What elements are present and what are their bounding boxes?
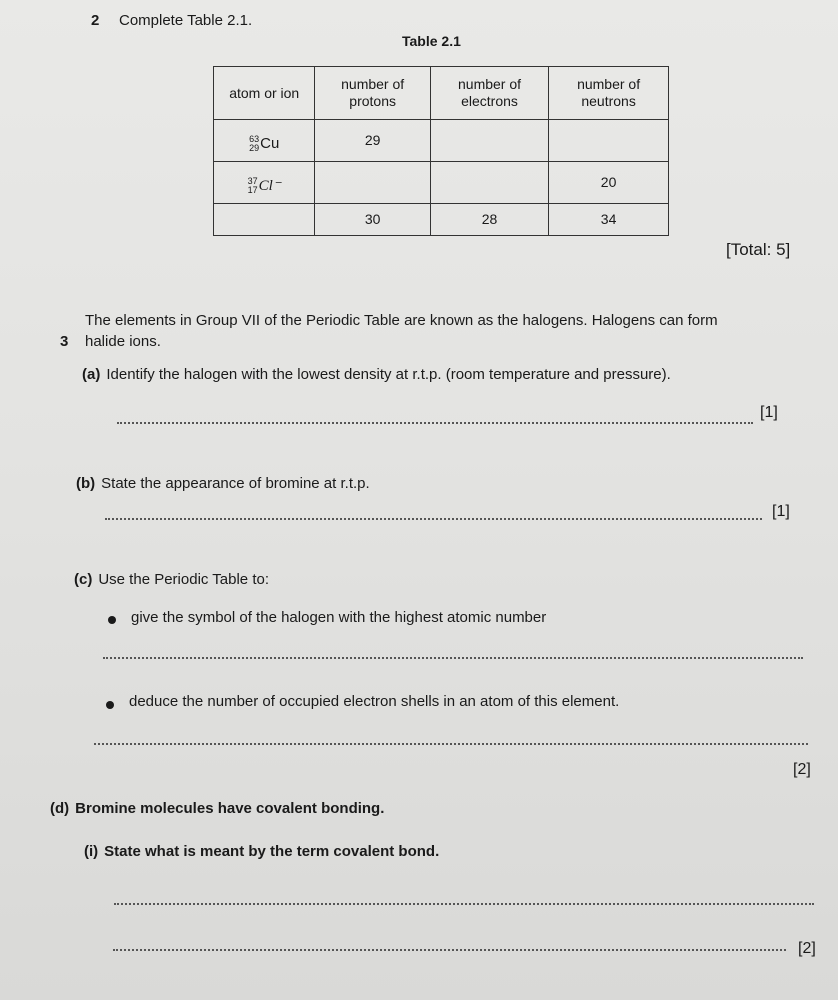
part-label-d-i: (i) [84,843,99,860]
q2-total-marks: [Total: 5] [726,240,791,259]
cell-electrons[interactable] [430,162,548,204]
answer-line-d-2[interactable] [113,949,786,951]
q3b-prompt [76,475,370,493]
cell-protons[interactable]: 29 [315,120,430,162]
answer-line-a[interactable] [117,422,753,424]
mass-number: 63 [249,133,260,144]
header-atom-or-ion: atom or ion [214,67,315,120]
table-row [214,120,669,162]
cell-protons[interactable]: 30 [315,204,430,236]
cell-species[interactable] [214,204,315,236]
cell-neutrons[interactable]: 34 [549,204,669,236]
q2-instruction: Complete Table 2.1. [119,12,253,29]
cell-electrons[interactable]: 28 [430,204,548,236]
table-header-row [214,67,669,120]
q3d-prompt [50,800,384,818]
element-symbol: Cl⁻ [258,177,281,194]
bullet-icon [106,701,114,709]
cell-neutrons[interactable] [549,120,669,162]
answer-line-c-2[interactable] [94,743,808,745]
q3c-text: Use the Periodic Table to: [98,571,269,588]
mass-number: 37 [247,175,258,186]
q3-intro-line-1: The elements in Group VII of the Periodic Table are known as the halogens. Halogens can form [85,312,718,329]
bullet-icon [108,616,116,624]
question-number-2: 2 [91,12,100,29]
table-row [214,204,669,236]
table-caption: Table 2.1 [402,33,461,49]
q3c-bullet-1: give the symbol of the halogen with the highest atomic number [131,609,547,626]
q3d-text: Bromine molecules have covalent bonding. [75,800,385,817]
q3c-bullet-2: deduce the number of occupied electron shells in an atom of this element. [129,693,620,710]
atomic-number: 29 [249,142,260,153]
header-neutrons: number of neutrons [549,67,669,120]
answer-line-b[interactable] [105,518,762,520]
part-label-d: (d) [50,800,70,817]
q3a-text: Identify the halogen with the lowest density at r.t.p. (room temperature and pressure). [106,366,671,383]
cell-species [214,120,315,162]
answer-line-d-1[interactable] [114,903,814,905]
part-label-a: (a) [82,366,101,383]
cell-species [214,162,315,204]
part-label-b: (b) [76,475,96,492]
q3d-i-text: State what is meant by the term covalent bond. [104,843,440,860]
answer-line-c-1[interactable] [103,657,803,659]
q3b-marks: [1] [772,503,790,520]
q3d-marks: [2] [798,940,816,957]
q3b-text: State the appearance of bromine at r.t.p. [101,475,370,492]
atomic-number: 17 [247,184,258,195]
part-label-c: (c) [74,571,93,588]
nuclide-symbol [248,177,281,195]
header-electrons: number of electrons [430,67,548,120]
question-number-3: 3 [60,333,69,350]
q3d-i-prompt [84,843,439,861]
header-protons: number of protons [315,67,430,120]
table-row [214,162,669,204]
cell-neutrons[interactable]: 20 [549,162,669,204]
element-symbol: Cu [260,134,280,152]
nuclide-symbol [249,135,279,153]
cell-electrons[interactable] [430,120,548,162]
table-2-1 [213,66,669,236]
q3c-marks: [2] [793,761,811,778]
cell-protons[interactable] [315,162,430,204]
q3a-marks: [1] [760,404,778,421]
q3a-prompt [82,366,671,384]
q3-intro-line-2: halide ions. [85,333,161,350]
q3c-prompt [74,571,269,589]
